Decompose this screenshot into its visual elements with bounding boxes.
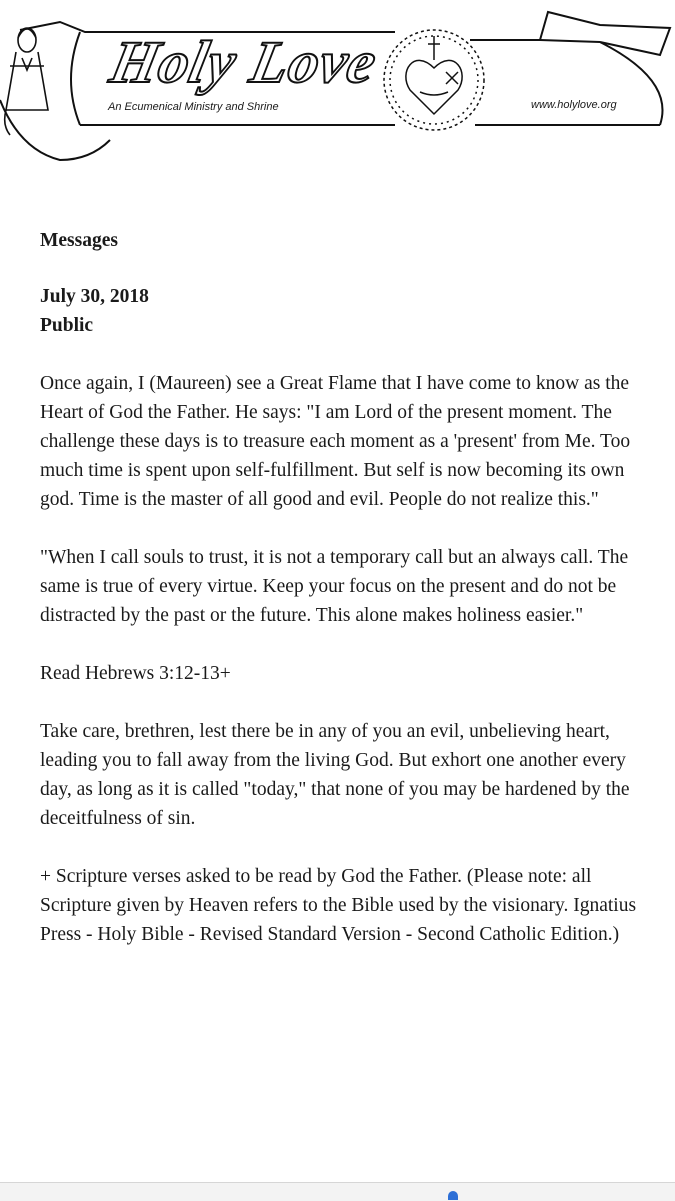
website-link[interactable]: www.holylove.org: [531, 99, 617, 111]
scripture-reference: Read Hebrews 3:12-13+: [40, 663, 231, 684]
holy-love-logo: Holy Love: [104, 29, 383, 95]
holy-love-banner: [0, 0, 675, 165]
message-paragraph: "When I call souls to trust, it is not a temporary call but an always call. The same is true of every virtue. Keep your focus on the present and do not be distracted by the past or the future. This alone makes holiness easier.": [40, 547, 629, 626]
message-paragraph: Once again, I (Maureen) see a Great Flame that I have come to know as the Heart of God the Father. He says: "I am Lord of the present moment. The challenge these days is to treasure each moment as a 'present' from Me. Too much time is spent upon self-fulfillment. But self is now becoming its own god. Time is the master of all good and evil. People do not realize this.": [40, 373, 631, 510]
flaming-heart-icon: [384, 30, 484, 130]
section-title: Messages: [40, 230, 118, 251]
ministry-tagline: An Ecumenical Ministry and Shrine: [108, 101, 279, 113]
mary-figure-icon: [5, 28, 48, 135]
scripture-note: + Scripture verses asked to be read by God the Father. (Please note: all Scripture given by Heaven refers to the Bible used by the visionary. Ignatius Press - Holy Bible - Revised Standard Version - Second Catholic Edition.): [40, 866, 637, 945]
message-date: July 30, 2018: [40, 286, 149, 307]
scripture-text: Take care, brethren, lest there be in any of you an evil, unbelieving heart, leading you to fall away from the living God. But exhort one another every day, as long as it is called "today," that none of you may be hardened by the deceitfulness of sin.: [40, 721, 630, 829]
bottom-toolbar: [0, 1182, 675, 1201]
message-type: Public: [40, 315, 94, 336]
message-content: [40, 226, 640, 978]
toolbar-icon[interactable]: [448, 1191, 458, 1200]
